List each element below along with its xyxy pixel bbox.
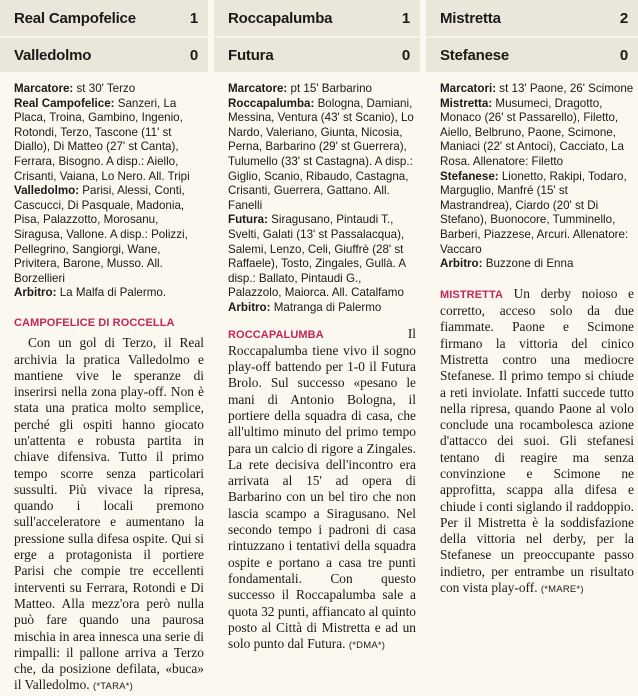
match-column-mistretta [426,0,638,598]
away-score-row [214,36,420,72]
referee-line: Arbitro: Buzzone di Enna [440,257,574,271]
away-goals: 0 [401,46,410,64]
home-team: Real Campofelice [14,9,136,27]
home-goals: 2 [619,9,628,27]
story-text: Il Roccapalumba tiene vivo il sogno play-off battendo per 1-0 il Futura Brolo. Sul successo «pesano le mani di Antonio Bologna, il portiere della squadra di casa, che all'ultimo minuto del primo tempo para un calcio di rigore a Zingales. La rete decisiva dell'incontro era arrivata al 15' ad opera di Barbarino con un bel tiro che non lascia scampo a Siragusano. Nel secondo tempo i padroni di casa rintuzzano i tentativi della squadra ospite e portano a casa tre punti fondamentali. Con questo successo il Roccapalumba sale a quota 32 punti, affiancato al quinto posto al Città di Mistretta e ad un solo punto dal Futura. [228,325,416,652]
home-team: Mistretta [440,9,501,27]
story-text: Un derby noioso e corretto, acceso solo da due fiammate. Paone e Scimone firmano la vittoria del cinico Mistretta contro una mediocre Stefanese. Il primo tempo si chiude a reti inviolate. Infatti succede tutto nella ripresa, quando Paone al volo conclude una rocambolesca azione d'attacco dei suoi. Gli stefanesi tentano di reagire ma senza convinzione e Scimone ne approfitta, scappa alla difesa e chiude i conti siglando il raddoppio. Per il Mistretta è la soddisfazione della vittoria nel derby, per la Stefanese un preoccupante passo indietro, per entrambe un risultato con vista play-off. [440,285,634,596]
home-score-row [0,0,208,36]
story-signature: (*DMA*) [348,640,386,652]
home-goals: 1 [401,9,410,27]
scorer-line: Marcatore: pt 15' Barbarino [228,82,372,95]
story-kicker: MISTRETTA [440,288,504,301]
scoreboard [0,0,208,72]
referee-line: Arbitro: Matranga di Palermo [228,300,382,314]
story-kicker: CAMPOFELICE DI ROCCELLA [14,316,175,329]
away-team: Stefanese [440,46,510,64]
home-lineup: Mistretta: Musumeci, Dragotto, Monaco (26' st Passarello), Filetto, Aiello, Belbruno, Paone, Scimone, Maniaci (22' st Antoci), Cacciato, La Rosa. Allenatore: Filetto [440,96,624,168]
match-report [426,82,638,272]
away-lineup: Futura: Siragusano, Pintaudi T., Svelti, Galati (13' st Passalacqua), Salemi, Lenzo, Celi, Giuffrè (28' st Raffaele), Tosto, Zingales, Gullà. A disp.: Ballato, Pintaudi G., Palazzolo, Maiorca. All. Catalfamo [228,213,406,300]
home-score-row [214,0,420,36]
story-signature: (*MARE*) [540,584,584,596]
story-text: Con un gol di Terzo, il Real archivia la pratica Valledolmo e mantiene vive le speranze di inserirsi nella zona play-off. Non è stata una pratica molto semplice, perché gli ospiti hanno giocato un'attenta e robusta partita in chiave difensiva. Tutto il primo tempo scorre senza particolari sussulti. Più vivace la ripresa, quando i locali premono sull'acceleratore e aumentano la pressione sulla difesa ospite. Qui si erge a protagonista il portiere Parisi che compie tre eccellenti interventi su Ferrara, Rotondi e Di Matteo. Alla mezz'ora però nulla può fare quando una paurosa mischia in area innesca una serie di rimpalli: il pallone arriva a Terzo che, da posizione defilata, «buca» il Valledolmo. [14,335,204,693]
scoreboard [426,0,638,72]
referee-line: Arbitro: La Malfa di Palermo. [14,286,167,300]
match-column-roccapalumba [214,0,420,654]
away-lineup: Valledolmo: Parisi, Alessi, Conti, Cascucci, Di Pasquale, Madonia, Pisa, Palazzotto, Morosanu, Siragusa, Vallone. A disp.: Polizzi, Pellegrino, Sangiorgi, Wane, Privitera, Barone, Musso. All. Borzellieri [14,184,188,285]
away-goals: 0 [619,46,628,64]
home-lineup: Real Campofelice: Sanzeri, La Placa, Troina, Gambino, Ingenio, Rotondi, Terzo, Tascone (11' st Diallo), Di Matteo (27' st Canta), Ferrara, Bisogno. A disp.: Aiello, Crisanti, Vaiana, Lo Nero. All. Tripi [14,96,190,183]
away-team: Valledolmo [14,46,92,64]
scorer-line: Marcatore: st 30' Terzo [14,82,136,95]
home-goals: 1 [189,9,198,27]
match-column-campofelice [0,0,208,696]
match-story [214,326,420,655]
away-score-row [426,36,638,72]
home-lineup: Roccapalumba: Bologna, Damiani, Messina, Ventura (43' st Scanio), Lo Nardo, Valeriano, Giunta, Nicosia, Perna, Barbarino (29' st Guerrera), Tulumello (33' st Castagna). A disp.: Giglio, Scanio, Ribaudo, Castagna, Crisanti, Guerrera, Gattano. All. Fanelli [228,96,414,212]
home-team: Roccapalumba [228,9,333,27]
away-lineup: Stefanese: Lionetto, Rakipi, Todaro, Marguglio, Manfré (15' st Mastrandrea), Ciardo (20' st Di Stefano), Buonocore, Tumminello, Barberi, Piazzese, Arcuri. Allenatore: Vaccaro [440,169,629,256]
match-report [214,82,420,316]
away-goals: 0 [189,46,198,64]
home-score-row [426,0,638,36]
match-story [0,315,208,696]
scorer-line: Marcatori: st 13' Paone, 26' Scimone [440,82,634,95]
story-kicker: ROCCAPALUMBA [228,328,324,341]
match-story [426,286,638,599]
scoreboard [214,0,420,72]
away-team: Futura [228,46,274,64]
away-score-row [0,36,208,72]
story-signature: (*TARA*) [93,681,133,693]
match-report [0,82,208,301]
